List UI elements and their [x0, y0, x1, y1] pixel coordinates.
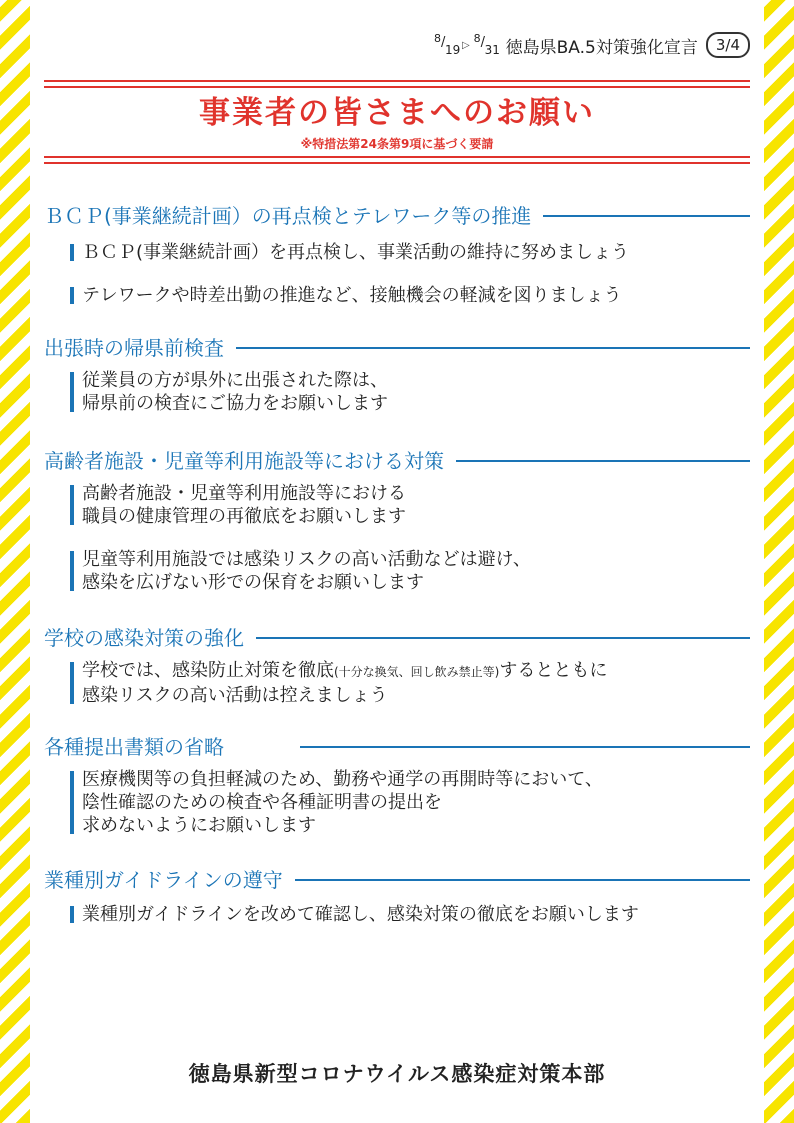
left-warning-stripe [0, 0, 30, 1123]
item-text-line [82, 659, 750, 684]
item-text: 医療機関等の負担軽減のため、勤務や通学の再開時等において、 [82, 769, 603, 790]
list-item [70, 241, 750, 264]
heading-rule [456, 460, 750, 462]
section-heading [44, 448, 750, 474]
section-heading-text: 出張時の帰県前検査 [44, 336, 224, 360]
section-heading [44, 867, 750, 893]
item-text: 陰性確認のための検査や各種証明書の提出を [82, 792, 442, 813]
section-document-omission [44, 734, 750, 837]
heading-rule [300, 746, 750, 748]
page-number-badge: 3/4 [706, 32, 750, 58]
date-slash: / [480, 35, 486, 50]
start-date [433, 32, 461, 57]
section-heading-text: ＢＣＰ(事業継続計画）の再点検とテレワーク等の推進 [44, 204, 532, 228]
start-month: 8 [433, 32, 441, 45]
section-heading-text: 学校の感染対策の強化 [44, 626, 244, 650]
item-text: 感染リスクの高い活動は控えましょう [82, 685, 388, 706]
right-warning-stripe [764, 0, 794, 1123]
heading-rule [295, 879, 750, 881]
item-text: 職員の健康管理の再徹底をお願いします [82, 506, 406, 527]
date-slash: / [440, 35, 446, 50]
item-text: 帰県前の検査にご協力をお願いします [82, 393, 388, 414]
list-item [70, 284, 750, 307]
list-item [70, 903, 750, 926]
section-business-trip [44, 335, 750, 415]
item-text: 児童等利用施設では感染リスクの高い活動などは避け、 [82, 549, 531, 570]
item-text: 業種別ガイドラインを改めて確認し、感染対策の徹底をお願いします [82, 904, 639, 925]
start-day: 19 [444, 43, 461, 57]
section-heading [44, 625, 750, 651]
item-text: 感染を広げない形での保育をお願いします [82, 572, 424, 593]
item-text: 従業員の方が県外に出張された際は、 [82, 370, 388, 391]
section-heading [44, 734, 750, 760]
item-text: ＢＣＰ(事業継続計画）を再点検し、事業活動の維持に努めましょう [82, 242, 630, 263]
list-item [70, 548, 750, 594]
page-title: 事業者の皆さまへのお願い [199, 95, 595, 131]
item-text: テレワークや時差出勤の推進など、接触機会の軽減を図りましょう [82, 285, 622, 306]
end-month: 8 [473, 32, 481, 45]
section-heading [44, 203, 750, 229]
item-text: 求めないようにお願いします [82, 815, 316, 836]
page-subtitle: ※特措法第24条第9項に基づく要請 [300, 137, 494, 151]
section-heading-text: 高齢者施設・児童等利用施設等における対策 [44, 449, 444, 473]
heading-rule [256, 637, 750, 639]
list-item [70, 482, 750, 528]
heading-rule [236, 347, 750, 349]
title-rule-bottom-1 [44, 156, 750, 158]
list-item [70, 369, 750, 415]
end-date [474, 33, 498, 57]
issuer-footer: 徳島県新型コロナウイルス感染症対策本部 [188, 1062, 606, 1086]
item-text: 学校では、感染防止対策を徹底 [82, 660, 334, 681]
title-rule-bottom-2 [44, 162, 750, 164]
section-bcp [44, 203, 750, 307]
date-arrow-icon: ▷ [461, 39, 470, 51]
section-school-measures [44, 625, 750, 707]
list-item [70, 768, 750, 837]
item-text: 高齢者施設・児童等利用施設等における [82, 483, 406, 504]
heading-rule [543, 215, 750, 217]
list-item [70, 659, 750, 707]
date-range [434, 33, 498, 57]
end-day: 31 [484, 43, 500, 57]
section-elderly-child-facilities [44, 448, 750, 594]
title-rule-top-1 [44, 80, 750, 82]
declaration-title: 徳島県BA.5対策強化宣言 [505, 37, 698, 58]
item-note: (十分な換気、回し飲み禁止等) [334, 665, 500, 679]
section-industry-guidelines [44, 867, 750, 926]
section-heading-text: 各種提出書類の省略 [44, 735, 224, 759]
section-heading [44, 335, 750, 361]
page-header [434, 30, 750, 60]
title-rule-top-2 [44, 86, 750, 88]
item-text: するとともに [499, 660, 608, 681]
section-heading-text: 業種別ガイドラインの遵守 [44, 868, 283, 892]
